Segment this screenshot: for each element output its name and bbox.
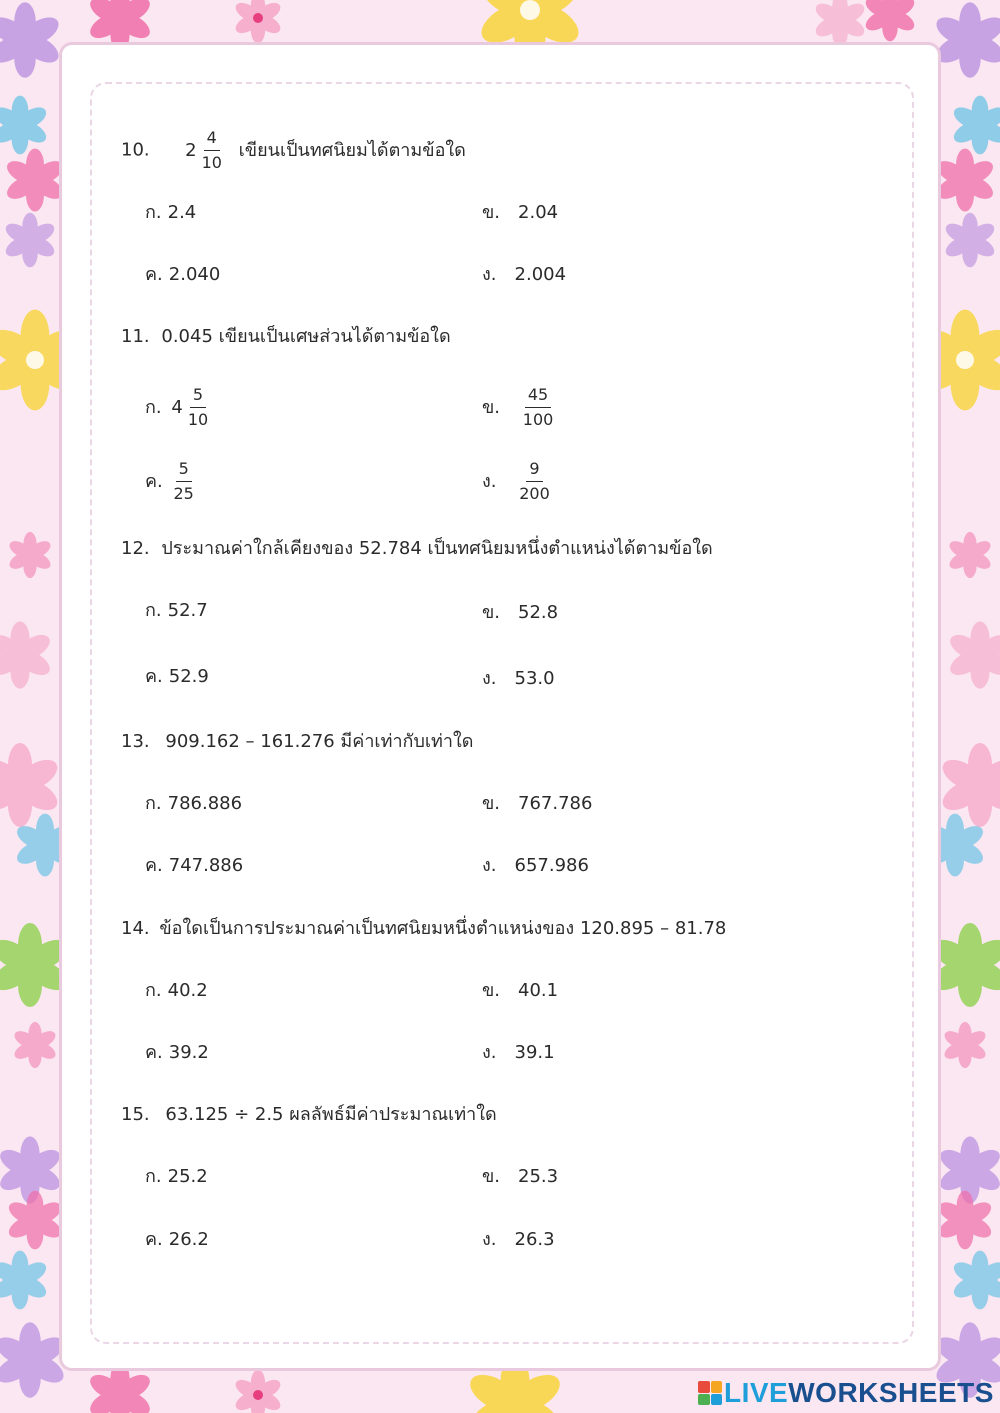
option-label: ข. — [482, 980, 501, 1001]
option-label: ก. — [145, 980, 162, 1001]
fraction — [516, 459, 553, 504]
option-value: 25.3 — [518, 1166, 559, 1187]
option-a[interactable] — [145, 201, 196, 225]
option-d[interactable] — [482, 1041, 555, 1065]
denominator: 10 — [187, 410, 209, 429]
question-text: เขียนเป็นทศนิยมได้ตามข้อใด — [238, 139, 466, 161]
option-label: ก. — [145, 396, 162, 418]
question-14 — [121, 917, 726, 941]
mixed-whole: 2 — [185, 139, 197, 161]
option-value: 2.4 — [167, 202, 197, 223]
option-a[interactable] — [145, 599, 208, 623]
option-b[interactable] — [482, 385, 556, 430]
option-value: 26.3 — [514, 1229, 555, 1250]
option-c[interactable] — [145, 459, 197, 504]
option-c[interactable] — [145, 665, 209, 689]
option-label: ค. — [145, 264, 163, 285]
option-a[interactable] — [145, 385, 211, 430]
question-text: 63.125 ÷ 2.5 ผลลัพธ์มีค่าประมาณเท่าใด — [165, 1104, 497, 1125]
option-label: ข. — [482, 202, 501, 223]
question-number: 15. — [121, 1104, 150, 1125]
option-value: 52.8 — [518, 602, 559, 623]
option-label: ก. — [145, 202, 162, 223]
option-a[interactable] — [145, 1165, 208, 1189]
option-c[interactable] — [145, 1041, 209, 1065]
question-13 — [121, 730, 473, 754]
denominator: 100 — [522, 410, 554, 429]
option-d[interactable] — [482, 1228, 555, 1252]
option-value: 2.040 — [168, 264, 221, 285]
option-label: ค. — [145, 1042, 163, 1063]
question-number: 12. — [121, 538, 150, 559]
fraction — [185, 385, 211, 430]
numerator: 5 — [190, 385, 206, 408]
option-label: ค. — [145, 470, 163, 492]
question-15 — [121, 1103, 497, 1127]
question-number: 11. — [121, 326, 150, 347]
option-label: ง. — [482, 1229, 497, 1250]
option-b[interactable] — [482, 201, 558, 225]
option-value: 25.2 — [167, 1166, 208, 1187]
denominator: 10 — [201, 153, 222, 172]
denominator: 200 — [519, 484, 550, 503]
brand-worksheets: WORKSHEETS — [788, 1377, 994, 1408]
numerator: 4 — [204, 128, 220, 151]
option-d[interactable] — [482, 667, 555, 691]
question-text: ประมาณค่าใกล้เคียงของ 52.784 เป็นทศนิยมหนึ่งตำแหน่งได้ตามข้อใด — [161, 538, 713, 559]
option-value: 40.2 — [167, 980, 208, 1001]
question-number: 14. — [121, 918, 150, 939]
option-value: 53.0 — [514, 668, 555, 689]
option-value: 767.786 — [518, 793, 593, 814]
option-b[interactable] — [482, 601, 558, 625]
option-label: ข. — [482, 1166, 501, 1187]
option-value: 2.004 — [514, 264, 567, 285]
option-value: 52.9 — [168, 666, 209, 687]
fraction — [171, 459, 197, 504]
liveworksheets-logo[interactable] — [698, 1378, 994, 1408]
option-label: ข. — [482, 602, 501, 623]
option-label: ง. — [482, 470, 497, 492]
option-c[interactable] — [145, 854, 243, 878]
option-value: 40.1 — [518, 980, 559, 1001]
option-label: ข. — [482, 793, 501, 814]
numerator: 45 — [525, 385, 551, 408]
question-11 — [121, 325, 451, 349]
option-value: 52.7 — [167, 600, 208, 621]
option-label: ก. — [145, 1166, 162, 1187]
option-d[interactable] — [482, 459, 553, 504]
option-label: ค. — [145, 666, 163, 687]
option-d[interactable] — [482, 263, 566, 287]
option-label: ง. — [482, 855, 497, 876]
question-number: 10. — [121, 139, 150, 161]
question-12 — [121, 537, 713, 561]
option-b[interactable] — [482, 979, 558, 1003]
option-a[interactable] — [145, 979, 208, 1003]
option-label: ง. — [482, 1042, 497, 1063]
option-value: 747.886 — [168, 855, 244, 876]
option-label: ข. — [482, 396, 501, 418]
option-label: ค. — [145, 855, 163, 876]
question-10 — [121, 128, 466, 173]
option-c[interactable] — [145, 263, 220, 287]
option-label: ก. — [145, 793, 162, 814]
option-label: ค. — [145, 1229, 163, 1250]
brand-live: LIVE — [724, 1377, 789, 1408]
question-number: 13. — [121, 731, 150, 752]
option-value: 2.04 — [518, 202, 559, 223]
denominator: 25 — [173, 484, 194, 503]
option-a[interactable] — [145, 792, 242, 816]
question-text: 0.045 เขียนเป็นเศษส่วนได้ตามข้อใด — [161, 326, 451, 347]
question-text: 909.162 – 161.276 มีค่าเท่ากับเท่าใด — [165, 731, 474, 752]
mixed-whole: 4 — [171, 396, 183, 418]
option-label: ก. — [145, 600, 162, 621]
option-label: ง. — [482, 264, 497, 285]
option-value: 26.2 — [168, 1229, 209, 1250]
numerator: 5 — [176, 459, 192, 482]
liveworksheets-icon — [698, 1381, 722, 1405]
option-d[interactable] — [482, 854, 589, 878]
option-value: 39.2 — [168, 1042, 209, 1063]
fraction — [199, 128, 225, 173]
option-c[interactable] — [145, 1228, 209, 1252]
option-b[interactable] — [482, 792, 592, 816]
option-value: 39.1 — [514, 1042, 555, 1063]
fraction — [520, 385, 557, 430]
option-b[interactable] — [482, 1165, 558, 1189]
numerator: 9 — [526, 459, 542, 482]
option-value: 786.886 — [167, 793, 243, 814]
question-text: ข้อใดเป็นการประมาณค่าเป็นทศนิยมหนึ่งตำแหน่งของ 120.895 – 81.78 — [159, 918, 727, 939]
option-value: 657.986 — [514, 855, 589, 876]
option-label: ง. — [482, 668, 497, 689]
